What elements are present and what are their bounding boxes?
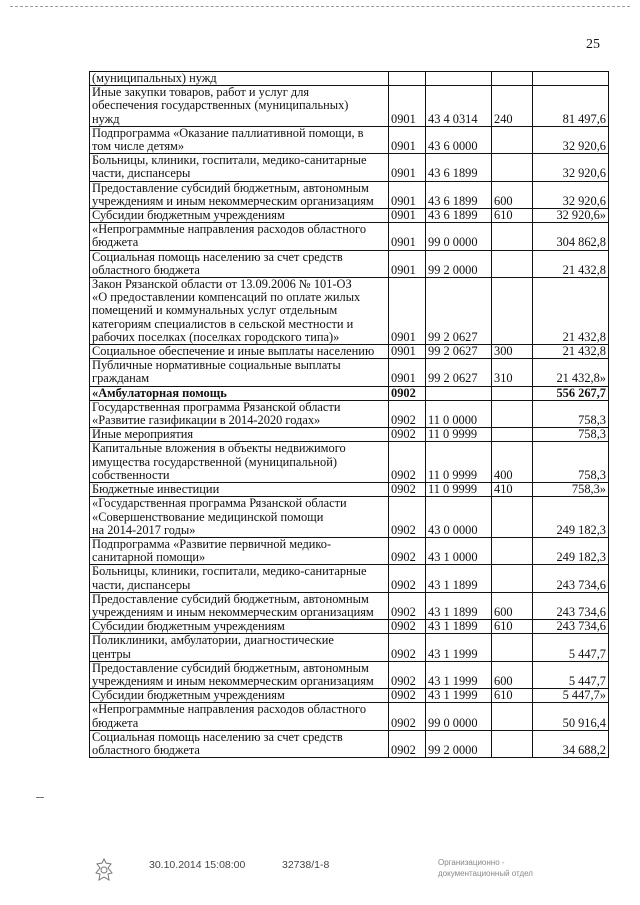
row-name-cell: Подпрограмма «Оказание паллиативной помощи, в том числе детям» [90, 126, 389, 153]
row-name-cell: «Непрограммные направления расходов областного бюджета [90, 703, 389, 730]
row-name-cell: Социальное обеспечение и иные выплаты населению [90, 345, 389, 359]
target-article-cell: 43 6 1899 [426, 181, 492, 208]
amount-cell: 21 432,8 [533, 278, 609, 345]
row-name-cell: Субсидии бюджетным учреждениям [90, 209, 389, 223]
row-name-cell: Капитальные вложения в объекты недвижимого имущества государственной (муниципальной) собственности [90, 442, 389, 483]
section-code-cell: 0901 [389, 181, 426, 208]
table-row [90, 345, 609, 359]
table-row [90, 483, 609, 497]
margin-mark [36, 797, 44, 798]
row-name-cell: Подпрограмма «Развитие первичной медико- санитарной помощи» [90, 537, 389, 564]
target-article-cell: 99 2 0000 [426, 250, 492, 277]
row-name-cell: Больницы, клиники, госпитали, медико-санитарные части, диспансеры [90, 154, 389, 181]
footer-department-note: Организационно - документационный отдел [438, 858, 533, 878]
target-article-cell: 99 0 0000 [426, 703, 492, 730]
row-name-cell: Публичные нормативные социальные выплаты гражданам [90, 359, 389, 386]
amount-cell: 249 182,3 [533, 497, 609, 538]
section-code-cell: 0901 [389, 359, 426, 386]
expense-type-cell [492, 400, 533, 427]
table-row [90, 250, 609, 277]
row-name-cell: Бюджетные инвестиции [90, 483, 389, 497]
expense-type-cell [492, 730, 533, 757]
expense-type-cell [492, 386, 533, 400]
section-code-cell: 0901 [389, 278, 426, 345]
expense-type-cell [492, 278, 533, 345]
target-article-cell [426, 72, 492, 86]
target-article-cell: 43 1 1899 [426, 592, 492, 619]
target-article-cell: 43 1 1999 [426, 689, 492, 703]
row-name-cell: Иные закупки товаров, работ и услуг для обеспечения государственных (муниципальных) нужд [90, 86, 389, 127]
expense-type-cell [492, 537, 533, 564]
table-row [90, 181, 609, 208]
section-code-cell: 0901 [389, 126, 426, 153]
table-row [90, 497, 609, 538]
table-row [90, 278, 609, 345]
section-code-cell: 0902 [389, 400, 426, 427]
table-row [90, 209, 609, 223]
expense-type-cell: 300 [492, 345, 533, 359]
table-row [90, 86, 609, 127]
section-code-cell: 0902 [389, 620, 426, 634]
expense-type-cell [492, 223, 533, 250]
target-article-cell: 99 2 0000 [426, 730, 492, 757]
row-name-cell: Иные мероприятия [90, 428, 389, 442]
table-row [90, 154, 609, 181]
amount-cell: 5 447,7 [533, 634, 609, 661]
section-code-cell: 0902 [389, 442, 426, 483]
section-code-cell: 0902 [389, 386, 426, 400]
expense-type-cell [492, 72, 533, 86]
expense-type-cell [492, 634, 533, 661]
table-row [90, 565, 609, 592]
section-code-cell: 0901 [389, 250, 426, 277]
target-article-cell: 99 0 0000 [426, 223, 492, 250]
table-row [90, 442, 609, 483]
target-article-cell: 99 2 0627 [426, 359, 492, 386]
row-name-cell: Предоставление субсидий бюджетным, автономным учреждениям и иным некоммерческим организациям [90, 592, 389, 619]
footer [0, 857, 640, 905]
section-code-cell [389, 72, 426, 86]
target-article-cell: 11 0 9999 [426, 442, 492, 483]
row-name-cell: Субсидии бюджетным учреждениям [90, 689, 389, 703]
amount-cell: 32 920,6» [533, 209, 609, 223]
table-row [90, 126, 609, 153]
target-article-cell: 43 6 0000 [426, 126, 492, 153]
target-article-cell [426, 386, 492, 400]
target-article-cell: 11 0 9999 [426, 483, 492, 497]
budget-table [89, 71, 609, 758]
section-code-cell: 0902 [389, 730, 426, 757]
amount-cell: 758,3 [533, 428, 609, 442]
section-code-cell: 0901 [389, 86, 426, 127]
target-article-cell: 43 1 1899 [426, 565, 492, 592]
table-row [90, 689, 609, 703]
expense-type-cell [492, 154, 533, 181]
row-name-cell: Поликлиники, амбулатории, диагностические центры [90, 634, 389, 661]
expense-type-cell: 310 [492, 359, 533, 386]
table-row [90, 537, 609, 564]
table-row [90, 730, 609, 757]
row-name-cell: Государственная программа Рязанской области «Развитие газификации в 2014-2020 годах» [90, 400, 389, 427]
table-row [90, 634, 609, 661]
target-article-cell: 43 1 1999 [426, 634, 492, 661]
amount-cell: 81 497,6 [533, 86, 609, 127]
table-row [90, 386, 609, 400]
amount-cell: 50 916,4 [533, 703, 609, 730]
target-article-cell: 43 0 0000 [426, 497, 492, 538]
amount-cell: 32 920,6 [533, 181, 609, 208]
section-code-cell: 0901 [389, 209, 426, 223]
amount-cell: 32 920,6 [533, 154, 609, 181]
amount-cell: 758,3 [533, 442, 609, 483]
expense-type-cell: 610 [492, 209, 533, 223]
target-article-cell: 11 0 0000 [426, 400, 492, 427]
amount-cell [533, 72, 609, 86]
expense-type-cell [492, 565, 533, 592]
footer-code: 32738/1-8 [282, 859, 330, 871]
table-row [90, 400, 609, 427]
section-code-cell: 0902 [389, 428, 426, 442]
section-code-cell: 0902 [389, 661, 426, 688]
amount-cell: 21 432,8 [533, 250, 609, 277]
row-name-cell: Социальная помощь населению за счет средств областного бюджета [90, 730, 389, 757]
amount-cell: 758,3 [533, 400, 609, 427]
table-row [90, 592, 609, 619]
table-row [90, 703, 609, 730]
section-code-cell: 0901 [389, 345, 426, 359]
target-article-cell: 43 1 0000 [426, 537, 492, 564]
amount-cell: 34 688,2 [533, 730, 609, 757]
row-name-cell: Субсидии бюджетным учреждениям [90, 620, 389, 634]
expense-type-cell: 410 [492, 483, 533, 497]
target-article-cell: 43 6 1899 [426, 154, 492, 181]
amount-cell: 21 432,8 [533, 345, 609, 359]
target-article-cell: 43 4 0314 [426, 86, 492, 127]
section-code-cell: 0902 [389, 497, 426, 538]
expense-type-cell [492, 497, 533, 538]
expense-type-cell: 600 [492, 592, 533, 619]
top-scan-rule [10, 6, 630, 7]
row-name-cell: Закон Рязанской области от 13.09.2006 № 101-ОЗ «О предоставлении компенсаций по оплате жилых помещений и коммунальных услуг отдельным категориям специалистов в сельской местности и рабочих поселках (поселках городского типа)» [90, 278, 389, 345]
page-number: 25 [586, 37, 600, 52]
expense-type-cell: 240 [492, 86, 533, 127]
expense-type-cell: 600 [492, 181, 533, 208]
target-article-cell: 11 0 9999 [426, 428, 492, 442]
footer-date: 30.10.2014 15:08:00 [149, 859, 246, 871]
row-name-cell: Предоставление субсидий бюджетным, автономным учреждениям и иным некоммерческим организациям [90, 181, 389, 208]
target-article-cell: 43 1 1999 [426, 661, 492, 688]
stamp-logo-icon [93, 857, 115, 883]
table-row [90, 620, 609, 634]
expense-type-cell: 400 [492, 442, 533, 483]
expense-type-cell: 610 [492, 689, 533, 703]
target-article-cell: 99 2 0627 [426, 278, 492, 345]
row-name-cell: «Амбулаторная помощь [90, 386, 389, 400]
expense-type-cell: 610 [492, 620, 533, 634]
budget-table-body [90, 72, 609, 758]
row-name-cell: Больницы, клиники, госпитали, медико-санитарные части, диспансеры [90, 565, 389, 592]
section-code-cell: 0902 [389, 592, 426, 619]
table-row [90, 661, 609, 688]
table-row [90, 428, 609, 442]
amount-cell: 243 734,6 [533, 620, 609, 634]
amount-cell: 758,3» [533, 483, 609, 497]
section-code-cell: 0902 [389, 689, 426, 703]
target-article-cell: 99 2 0627 [426, 345, 492, 359]
amount-cell: 249 182,3 [533, 537, 609, 564]
table-row [90, 359, 609, 386]
row-name-cell: Предоставление субсидий бюджетным, автономным учреждениям и иным некоммерческим организациям [90, 661, 389, 688]
section-code-cell: 0902 [389, 634, 426, 661]
table-row [90, 223, 609, 250]
amount-cell: 32 920,6 [533, 126, 609, 153]
expense-type-cell: 600 [492, 661, 533, 688]
amount-cell: 5 447,7 [533, 661, 609, 688]
expense-type-cell [492, 126, 533, 153]
amount-cell: 21 432,8» [533, 359, 609, 386]
expense-type-cell [492, 428, 533, 442]
section-code-cell: 0902 [389, 565, 426, 592]
amount-cell: 556 267,7 [533, 386, 609, 400]
row-name-cell: (муниципальных) нужд [90, 72, 389, 86]
section-code-cell: 0902 [389, 483, 426, 497]
section-code-cell: 0901 [389, 223, 426, 250]
row-name-cell: «Государственная программа Рязанской области «Совершенствование медицинской помощи на 2014-2017 годы» [90, 497, 389, 538]
amount-cell: 5 447,7» [533, 689, 609, 703]
row-name-cell: Социальная помощь населению за счет средств областного бюджета [90, 250, 389, 277]
target-article-cell: 43 1 1899 [426, 620, 492, 634]
amount-cell: 304 862,8 [533, 223, 609, 250]
expense-type-cell [492, 250, 533, 277]
table-row [90, 72, 609, 86]
section-code-cell: 0901 [389, 154, 426, 181]
expense-type-cell [492, 703, 533, 730]
amount-cell: 243 734,6 [533, 565, 609, 592]
section-code-cell: 0902 [389, 537, 426, 564]
target-article-cell: 43 6 1899 [426, 209, 492, 223]
section-code-cell: 0902 [389, 703, 426, 730]
amount-cell: 243 734,6 [533, 592, 609, 619]
row-name-cell: «Непрограммные направления расходов областного бюджета [90, 223, 389, 250]
